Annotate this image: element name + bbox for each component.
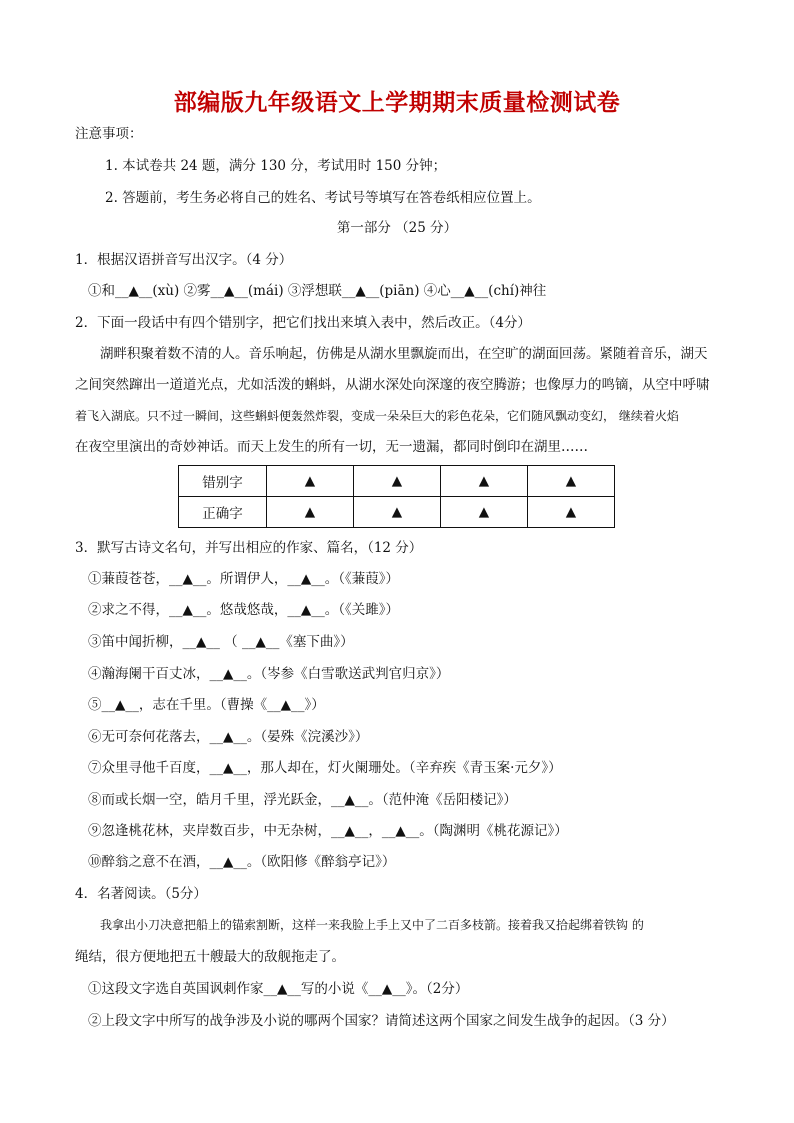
question-4-passage-line: 绳结，很方便地把五十艘最大的敌舰拖走了。 <box>75 949 345 965</box>
question-3-item: ⑨忽逢桃花林，夹岸数百步，中无杂树，__▲__，__▲__。（陶渊明《桃花源记》） <box>88 823 568 839</box>
notice-heading: 注意事项： <box>75 126 143 142</box>
answer-cell-correct-4[interactable]: ▲ <box>528 497 615 528</box>
notice-item-1: 1. 本试卷共 24 题，满分 130 分，考试用时 150 分钟； <box>105 158 447 174</box>
answer-cell-wrong-4[interactable]: ▲ <box>528 466 615 497</box>
question-3-item: ⑦众里寻他千百度，__▲__，那人却在，灯火阑珊处。（辛弃疾《青玉案·元夕》） <box>88 760 562 776</box>
question-2-passage-line: 在夜空里演出的奇妙神话。而天上发生的所有一切，无一遗漏，都同时倒印在湖里…… <box>75 439 588 455</box>
notice-item-2: 2. 答题前，考生务必将自己的姓名、考试号等填写在答卷纸相应位置上。 <box>105 190 541 206</box>
answer-cell-correct-3[interactable]: ▲ <box>441 497 528 528</box>
question-2-passage-line: 之间突然蹿出一道道光点，尤如活泼的蝌蚪，从湖水深处向深邃的夜空腾游；也像厚力的鸣镝，从空中呼啸 <box>75 377 710 393</box>
table-row-label-wrong: 错别字 <box>179 466 267 497</box>
question-3-item: ①蒹葭苍苍，__▲__。所谓伊人，__▲__。（《蒹葭》） <box>88 571 400 587</box>
answer-cell-wrong-2[interactable]: ▲ <box>354 466 441 497</box>
part-one-heading: 第一部分 （25 分） <box>336 220 458 236</box>
question-2-stem: 2．下面一段话中有四个错别字，把它们找出来填入表中，然后改正。（4分） <box>75 315 531 331</box>
answer-cell-correct-1[interactable]: ▲ <box>267 497 354 528</box>
table-row-wrong-chars <box>179 466 615 497</box>
question-4-item: ②上段文字中所写的战争涉及小说的哪两个国家？请简述这两个国家之间发生战争的起因。（3 分） <box>88 1013 675 1029</box>
question-4-stem: 4．名著阅读。（5分） <box>75 886 207 902</box>
question-3-item: ⑤__▲__，志在千里。（曹操《__▲__》） <box>88 697 325 713</box>
answer-cell-wrong-1[interactable]: ▲ <box>267 466 354 497</box>
question-3-item: ③笛中闻折柳，__▲__ （ __▲__《塞下曲》） <box>88 634 354 650</box>
question-2-passage-line: 着飞入湖底。只不过一瞬间，这些蝌蚪便轰然炸裂，变成一朵朵巨大的彩色花朵，它们随风飘动变幻， 继续着火焰 <box>75 409 679 423</box>
question-1-items: ①和__▲__(xù) ②雾__▲__(mái) ③浮想联__▲__(piān) ④心__▲__(chí)神往 <box>88 283 547 299</box>
question-2-passage-line: 湖畔积聚着数不清的人。音乐响起，仿佛是从湖水里飘旋而出，在空旷的湖面回荡。紧随着音乐，湖天 <box>100 346 708 362</box>
question-3-item: ⑩醉翁之意不在酒，__▲__。（欧阳修《醉翁亭记》） <box>88 854 396 870</box>
question-3-item: ②求之不得，__▲__。悠哉悠哉，__▲__。（《关雎》） <box>88 602 400 618</box>
question-4-item: ①这段文字选自英国讽刺作家__▲__写的小说《__▲__》。（2分） <box>88 981 469 997</box>
table-row-label-correct: 正确字 <box>179 497 267 528</box>
question-1-stem: 1．根据汉语拼音写出汉字。（4 分） <box>75 252 293 268</box>
question-4-passage-line: 我拿出小刀决意把船上的锚索割断，这样一来我脸上手上又中了二百多枝箭。接着我又拾起绑着铁钩 的 <box>100 918 644 932</box>
answer-cell-wrong-3[interactable]: ▲ <box>441 466 528 497</box>
error-correction-table <box>178 465 615 528</box>
table-row-correct-chars <box>179 497 615 528</box>
answer-cell-correct-2[interactable]: ▲ <box>354 497 441 528</box>
question-3-item: ⑥无可奈何花落去，__▲__。（晏殊《浣溪沙》） <box>88 729 369 745</box>
exam-title: 部编版九年级语文上学期期末质量检测试卷 <box>173 90 621 116</box>
question-3-item: ⑧而或长烟一空，皓月千里，浮光跃金，__▲__。（范仲淹《岳阳楼记》） <box>88 792 517 808</box>
question-3-item: ④瀚海阑干百丈冰，__▲__。（岑参《白雪歌送武判官归京》） <box>88 666 450 682</box>
question-3-stem: 3．默写古诗文名句，并写出相应的作家、篇名，（12 分） <box>75 540 423 556</box>
